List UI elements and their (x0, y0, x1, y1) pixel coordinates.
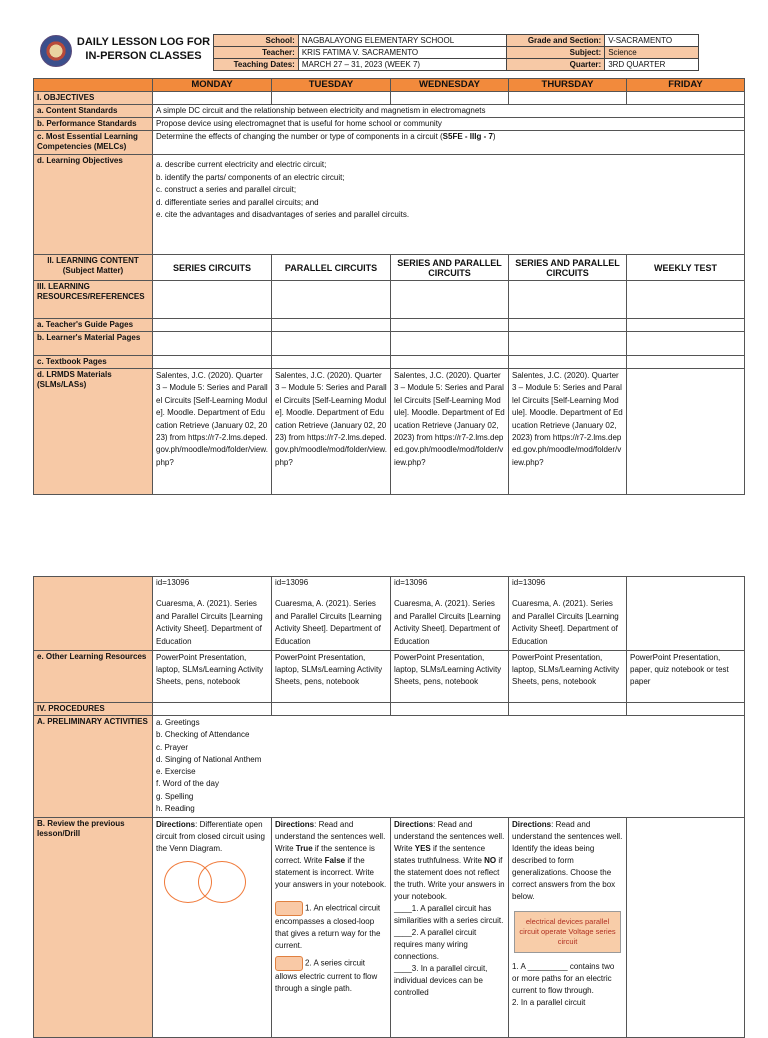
content-standards-value: A simple DC circuit and the relationship between electricity and magnetism in electromagnets (153, 105, 745, 118)
textbook-label: c. Textbook Pages (34, 356, 153, 369)
teacher-value: KRIS FATIMA V. SACRAMENTO (298, 47, 507, 59)
melc-code: S5FE - IIIg - 7 (442, 132, 493, 141)
prelim-item: g. Spelling (156, 791, 194, 801)
lrmds-cont-monday: id=13096 Cuaresma, A. (2021). Series and Parallel Circuits [Learning Activity Sheet]. Department of Education (153, 577, 272, 651)
topic-monday: SERIES CIRCUITS (153, 255, 272, 281)
procedures-label: IV. PROCEDURES (34, 703, 153, 716)
lrmds-thursday: Salentes, J.C. (2020). Quarter 3 – Module 5: Series and Parallel Circuits [Self-Learning Module]. Moodle. Department of Education Retrieve (January 02, 2023) from https://r7-2.lms.deped.gov.ph/moodle/mod/folder/view.php? (509, 369, 627, 495)
objectives-label: I. OBJECTIVES (34, 92, 153, 105)
melc-value: Determine the effects of changing the number or type of components in a circuit (S5FE - IIIg - 7) (153, 131, 745, 155)
lrmds-cont-tuesday: id=13096 Cuaresma, A. (2021). Series and Parallel Circuits [Learning Activity Sheet]. Department of Education (272, 577, 391, 651)
other-resources-friday: PowerPoint Presentation, paper, quiz notebook or test paper (627, 651, 745, 703)
school-label: School: (214, 35, 299, 47)
quarter-label: Quarter: (507, 59, 605, 71)
preliminary-activities-list (153, 716, 745, 818)
other-resources-tuesday: PowerPoint Presentation, laptop, SLMs/Learning Activity Sheets, pens, notebook (272, 651, 391, 703)
grade-value: V-SACRAMENTO (605, 35, 699, 47)
venn-diagram-icon (156, 855, 268, 905)
day-tuesday: TUESDAY (272, 79, 391, 92)
answer-box-icon (275, 901, 303, 916)
day-thursday: THURSDAY (509, 79, 627, 92)
topic-friday: WEEKLY TEST (627, 255, 745, 281)
prelim-item: h. Reading (156, 804, 195, 814)
prelim-item: d. Singing of National Anthem (156, 754, 262, 764)
prelim-item: b. Checking of Attendance (156, 730, 250, 740)
melc-label: c. Most Essential Learning Competencies (MELCs) (34, 131, 153, 155)
learning-objectives-label: d. Learning Objectives (34, 155, 153, 255)
topic-tuesday: PARALLEL CIRCUITS (272, 255, 391, 281)
answer-box-icon (275, 956, 303, 971)
dates-label: Teaching Dates: (214, 59, 299, 71)
prelim-item: f. Word of the day (156, 779, 219, 789)
learning-objectives-list (153, 155, 745, 255)
objective-item: a. describe current electricity and electric circuit; (156, 160, 327, 169)
review-label: B. Review the previous lesson/Drill (34, 818, 153, 1038)
grade-label: Grade and Section: (507, 35, 605, 47)
lesson-log-table-page-2 (33, 576, 745, 1038)
review-thursday: Directions: Read and understand the sentences well. Identify the ideas being described to form generalizations. Choose the correct answers from the box below. electrical devices parallel circuit operate Voltage series circuit 1. A _________ contains two or more paths for an electric current to flow through. 2. In a parallel circuit (509, 818, 627, 1038)
review-tuesday: Directions: Read and understand the sentences well. Write True if the sentence is correct. Write False if the statement is incorrect. Write your answers in your notebook. 1. An electrical circuit encompasses a closed-loop that gives a return way for the current. 2. A series circuit allows electric current to flow through a single path. (272, 818, 391, 1038)
content-standards-label: a. Content Standards (34, 105, 153, 118)
objective-item: c. construct a series and parallel circuit; (156, 185, 297, 194)
prelim-item: c. Prayer (156, 742, 189, 752)
corner-cell (34, 79, 153, 92)
performance-standards-label: b. Performance Standards (34, 118, 153, 131)
preliminary-label: A. PRELIMINARY ACTIVITIES (34, 716, 153, 818)
subject-value: Science (605, 47, 699, 59)
objective-item: d. differentiate series and parallel circuits; and (156, 197, 319, 207)
header-meta-table (213, 34, 699, 71)
objective-item: b. identify the parts/ components of an electric circuit; (156, 172, 345, 182)
title-line-2: IN-PERSON CLASSES (85, 50, 202, 62)
other-resources-wednesday: PowerPoint Presentation, laptop, SLMs/Learning Activity Sheets, pens, notebook (391, 651, 509, 703)
header (36, 33, 732, 71)
deped-seal-icon (40, 35, 72, 67)
other-resources-thursday: PowerPoint Presentation, laptop, SLMs/Learning Activity Sheets, pens, notebook (509, 651, 627, 703)
dates-value: MARCH 27 – 31, 2023 (WEEK 7) (298, 59, 507, 71)
learners-material-label: b. Learner's Material Pages (34, 332, 153, 356)
lrmds-wednesday: Salentes, J.C. (2020). Quarter 3 – Module 5: Series and Parallel Circuits [Self-Learning Module]. Moodle. Department of Education Retrieve (January 02, 2023) from https://r7-2.lms.deped.gov.ph/moodle/mod/folder/view.php? (391, 369, 509, 495)
lesson-log-table-page-1 (33, 78, 745, 495)
subject-label: Subject: (507, 47, 605, 59)
teachers-guide-label: a. Teacher's Guide Pages (34, 319, 153, 332)
school-value: NAGBALAYONG ELEMENTARY SCHOOL (298, 35, 507, 47)
learning-resources-label: III. LEARNING RESOURCES/REFERENCES (34, 281, 153, 319)
performance-standards-value: Propose device using electromagnet that is useful for home school or community (153, 118, 745, 131)
document-title (76, 35, 211, 63)
lrmds-tuesday: Salentes, J.C. (2020). Quarter 3 – Module 5: Series and Parallel Circuits [Self-Learning Module]. Moodle. Department of Education Retrieve (January 02, 2023) from https://r7-2.lms.deped.gov.ph/moodle/mod/folder/view.php? (272, 369, 391, 495)
review-wednesday: Directions: Read and understand the sentences well. Write YES if the sentence states truthfulness. Write NO if the statement does not reflect the truth. Write your answers in your notebook. ____1. A parallel circuit has similarities with a series circuit. ____2. A parallel circuit requires many wiring connections. ____3. In a parallel circuit, individual devices can be controlled (391, 818, 509, 1038)
prelim-item: e. Exercise (156, 767, 196, 777)
lrmds-monday: Salentes, J.C. (2020). Quarter 3 – Module 5: Series and Parallel Circuits [Self-Learning Module]. Moodle. Department of Education Retrieve (January 02, 2023) from https://r7-2.lms.deped.gov.ph/moodle/mod/folder/view.php? (153, 369, 272, 495)
review-monday: Directions: Differentiate open circuit from closed circuit using the Venn Diagram. (153, 818, 272, 1038)
learning-content-label: II. LEARNING CONTENT (Subject Matter) (34, 255, 153, 281)
objective-item: e. cite the advantages and disadvantages of series and parallel circuits. (156, 210, 410, 219)
prelim-item: a. Greetings (156, 718, 200, 727)
lrmds-label: d. LRMDS Materials (SLMs/LASs) (34, 369, 153, 495)
other-resources-monday: PowerPoint Presentation, laptop, SLMs/Learning Activity Sheets, pens, notebook (153, 651, 272, 703)
day-friday: FRIDAY (627, 79, 745, 92)
word-box: electrical devices parallel circuit operate Voltage series circuit (514, 911, 621, 953)
quarter-value: 3RD QUARTER (605, 59, 699, 71)
teacher-label: Teacher: (214, 47, 299, 59)
title-line-1: DAILY LESSON LOG FOR (76, 36, 211, 48)
day-wednesday: WEDNESDAY (391, 79, 509, 92)
day-monday: MONDAY (153, 79, 272, 92)
topic-thursday: SERIES AND PARALLEL CIRCUITS (509, 255, 627, 281)
lrmds-cont-thursday: id=13096 Cuaresma, A. (2021). Series and Parallel Circuits [Learning Activity Sheet]. Department of Education (509, 577, 627, 651)
topic-wednesday: SERIES AND PARALLEL CIRCUITS (391, 255, 509, 281)
lrmds-cont-wednesday: id=13096 Cuaresma, A. (2021). Series and Parallel Circuits [Learning Activity Sheet]. Department of Education (391, 577, 509, 651)
other-resources-label: e. Other Learning Resources (34, 651, 153, 703)
